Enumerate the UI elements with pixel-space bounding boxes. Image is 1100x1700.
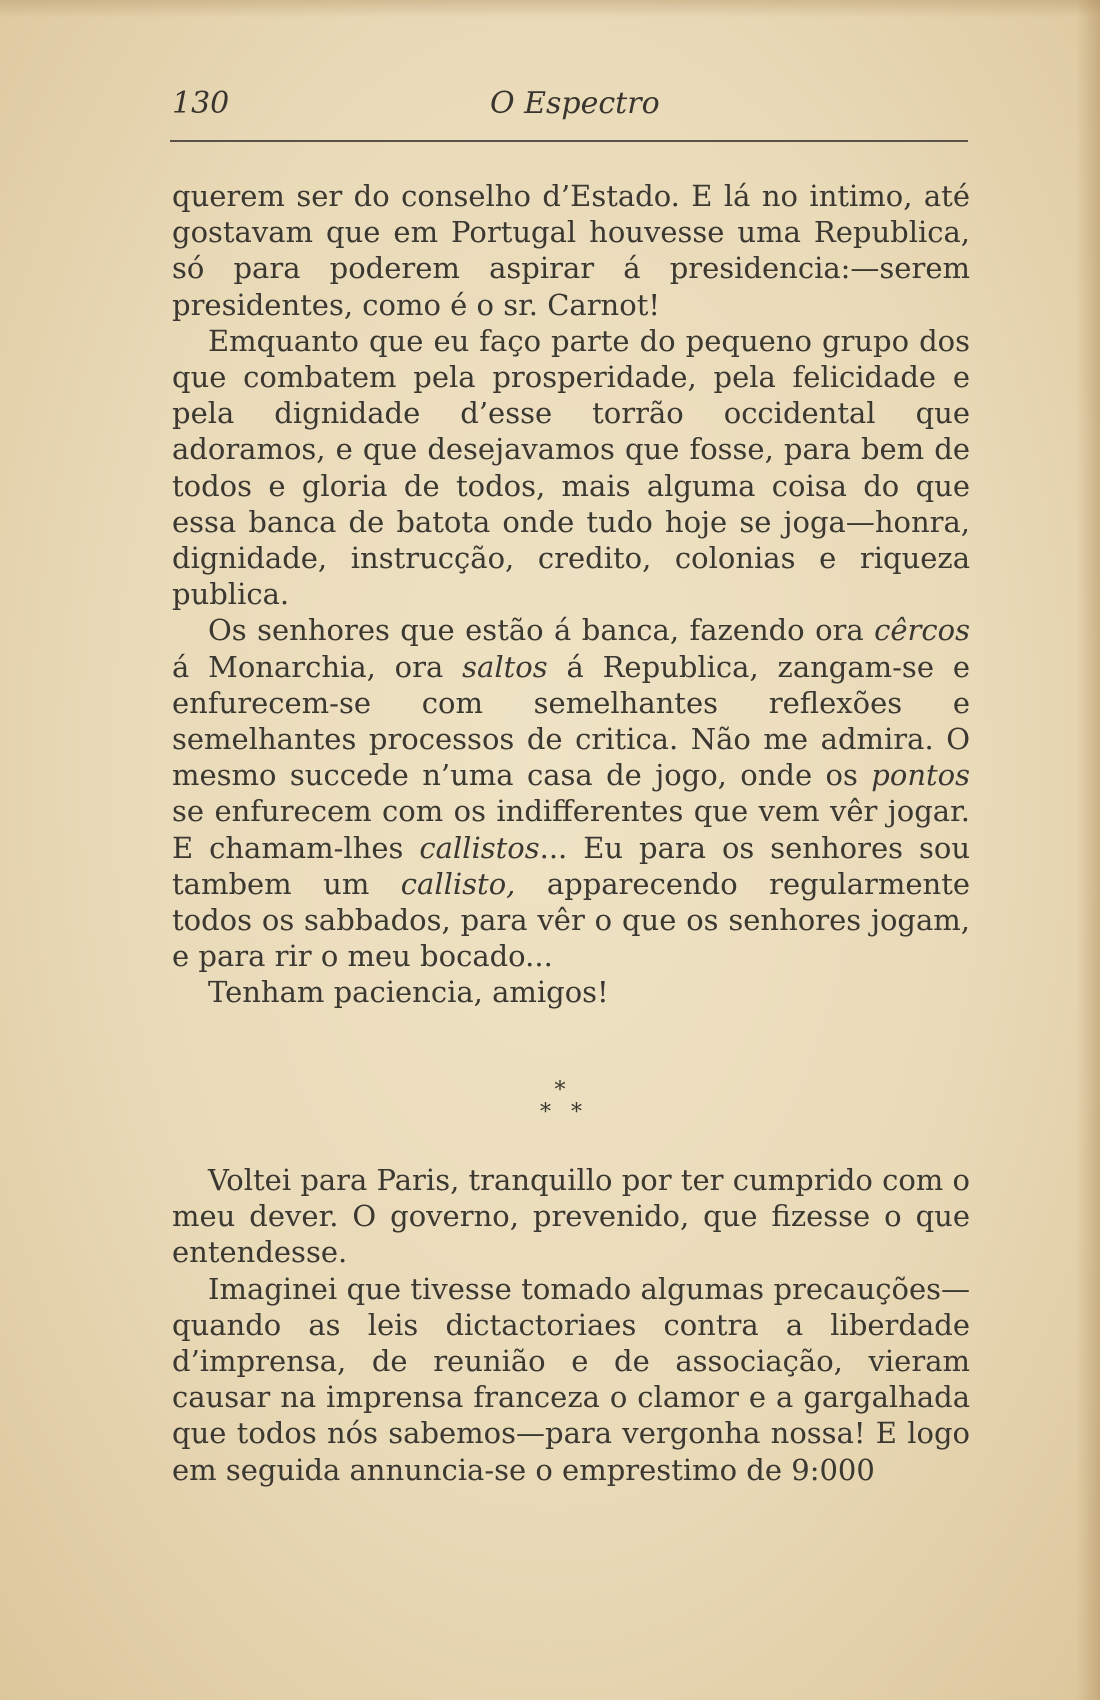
italic-text: cêrcos [874,613,970,648]
section-asterism [520,1078,600,1128]
paragraph [172,323,970,613]
text-run: Emquanto que eu faço parte do pequeno grupo dos que combatem pela prosperidade, pela felicidade e pela dignidade d’esse torrão occidental que adoramos, e que desejavamos que fosse, para bem de todos e gloria de todos, mais alguma coisa do que essa banca de batota onde tudo hoje se joga—honra, dignidade, instrucção, credito, colonias e riqueza publica. [172,323,970,612]
italic-text: saltos [462,649,548,684]
text-run: Os senhores que estão á banca, fazendo ora [208,613,875,648]
paragraph [172,1271,970,1488]
page-number: 130 [172,86,230,121]
text-run: á Republica, zangam-se e enfurecem-se com semelhantes reflexões e semelhantes processos de critica. Não me admira. O mesmo succede n’uma casa de jogo, onde os [172,649,970,793]
paragraph [172,178,970,323]
paragraph [172,612,970,974]
asterism-top: * [554,1078,566,1103]
header-rule [170,140,968,142]
text-run: se enfurecem com os indifferentes que vem vêr jogar. E chamam-lhes [172,794,970,865]
italic-text: pontos [871,758,970,793]
text-run: Tenham paciencia, amigos! [208,975,609,1010]
body-text-part-2 [172,1162,970,1488]
text-run: ... Eu para os senhores sou tambem um [172,830,970,901]
paragraph [172,974,970,1010]
paragraph [172,1162,970,1271]
text-run: á Monarchia, ora [172,649,463,684]
body-text-part-1 [172,178,970,1011]
asterism-bottom: ** [540,1100,602,1125]
text-run: apparecendo regularmente todos os sabbados, para vêr o que os senhores jogam, e para rir o meu bocado... [172,866,971,974]
text-run: Voltei para Paris, tranquillo por ter cumprido com o meu dever. O governo, prevenido, que fizesse o que entendesse. [172,1163,970,1270]
text-run: Imaginei que tivesse tomado algumas precauções—quando as leis dictactoriaes contra a liberdade d’imprensa, de reunião e de associação, vieram causar na imprensa franceza o clamor e a gargalhada que todos nós sabemos—para vergonha nossa! E logo em seguida annuncia-se o emprestimo de 9:000 [172,1271,970,1487]
italic-text: callistos [419,830,540,865]
italic-text: callisto, [400,866,516,901]
text-run: querem ser do conselho d’Estado. E lá no intimo, até gostavam que em Portugal houvesse uma Republica, só para poderem aspirar á presidencia:—serem presidentes, como é o sr. Carnot! [172,179,970,322]
page-edge-shadow-right [1076,0,1100,1700]
page-edge-shadow-top [0,0,1100,18]
running-header [172,86,968,126]
running-title: O Espectro [490,86,660,121]
